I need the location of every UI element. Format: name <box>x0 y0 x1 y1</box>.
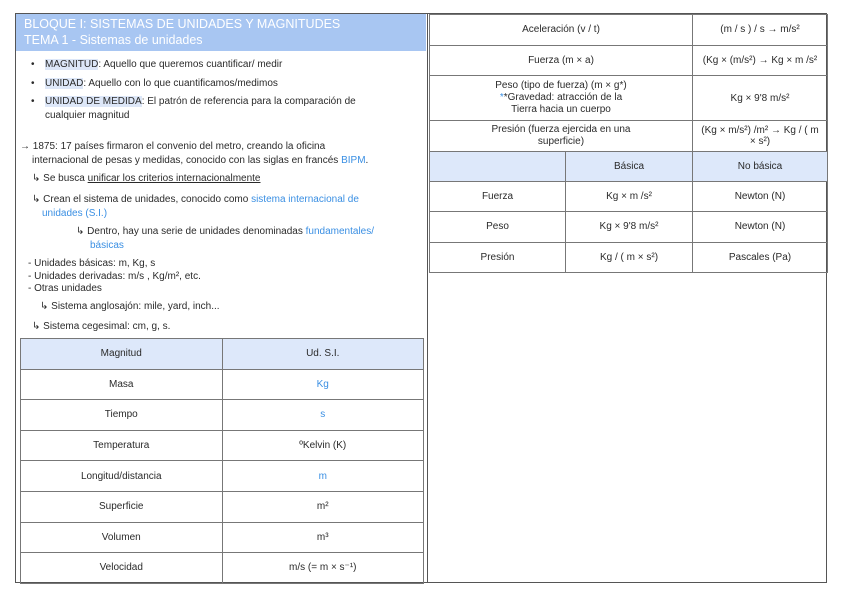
table-row: Velocidad m/s (= m × s⁻¹) <box>21 553 424 584</box>
header-magnitud: Magnitud <box>21 339 223 370</box>
notes-page <box>15 13 827 583</box>
table-row: Peso (tipo de fuerza) (m × g*) **Gravedad: atracción de la Tierra hacia un cuerpo Kg × 9'8 m/s² <box>430 76 828 121</box>
subsystem-anglo: ↳ Sistema anglosajón: mile, yard, inch... <box>40 301 220 312</box>
table-row: Fuerza Kg × m /s² Newton (N) <box>430 181 828 212</box>
si-units-table <box>20 338 424 584</box>
table-row: Superficie m² <box>21 491 424 522</box>
topic-title: TEMA 1 - Sistemas de unidades <box>24 33 203 47</box>
definitions-list <box>29 58 409 127</box>
table-row: Temperatura ºKelvin (K) <box>21 430 424 461</box>
header-unidad: Ud. S.I. <box>222 339 424 370</box>
definition-item: • UNIDAD DE MEDIDA: El patrón de referencia para la comparación de cualquier magnitud <box>29 95 409 122</box>
table-row: Fuerza (m × a) (Kg × (m/s²) → Kg × m /s² <box>430 45 828 76</box>
table-row: Peso Kg × 9'8 m/s² Newton (N) <box>430 212 828 243</box>
history-paragraph: → 1875: 17 países firmaron el convenio del metro, creando la oficina internacional de pesas y medidas, conocido con las siglas en francés BIPM. <box>20 141 369 166</box>
table-row: Tiempo s <box>21 400 424 431</box>
left-column <box>16 14 427 582</box>
table-row: Aceleración (v / t) (m / s ) / s → m/s² <box>430 15 828 46</box>
note-fundamental: ↳ Dentro, hay una serie de unidades denominadas fundamentales/ básicas <box>76 226 375 251</box>
table-row: Presión Kg / ( m × s²) Pascales (Pa) <box>430 242 828 273</box>
comparison-header-row: Básica No básica <box>430 151 828 181</box>
title-banner <box>16 14 426 51</box>
derived-units-table <box>429 14 828 273</box>
subsystem-cgs: ↳ Sistema cegesimal: cm, g, s. <box>32 321 171 332</box>
note-unify: ↳ Se busca unificar los criterios internacionalmente <box>32 173 261 184</box>
table-row: Volumen m³ <box>21 522 424 553</box>
table-row: Longitud/distancia m <box>21 461 424 492</box>
table-row: Masa Kg <box>21 369 424 400</box>
units-list: - Unidades básicas: m, Kg, s - Unidades derivadas: m/s , Kg/m², etc. - Otras unidades <box>28 258 201 294</box>
block-title: BLOQUE I: SISTEMAS DE UNIDADES Y MAGNITUDES <box>24 17 341 31</box>
table-row: Presión (fuerza ejercida en una superficie) (Kg × m/s²) /m² → Kg / ( m × s²) <box>430 121 828 152</box>
note-si: ↳ Crean el sistema de unidades, conocido como sistema internacional de unidades (S.I.) <box>32 194 359 219</box>
definition-item: • UNIDAD: Aquello con lo que cuantificamos/medimos <box>29 77 409 91</box>
definition-item: • MAGNITUD: Aquello que queremos cuantificar/ medir <box>29 58 409 72</box>
column-divider <box>427 14 428 582</box>
